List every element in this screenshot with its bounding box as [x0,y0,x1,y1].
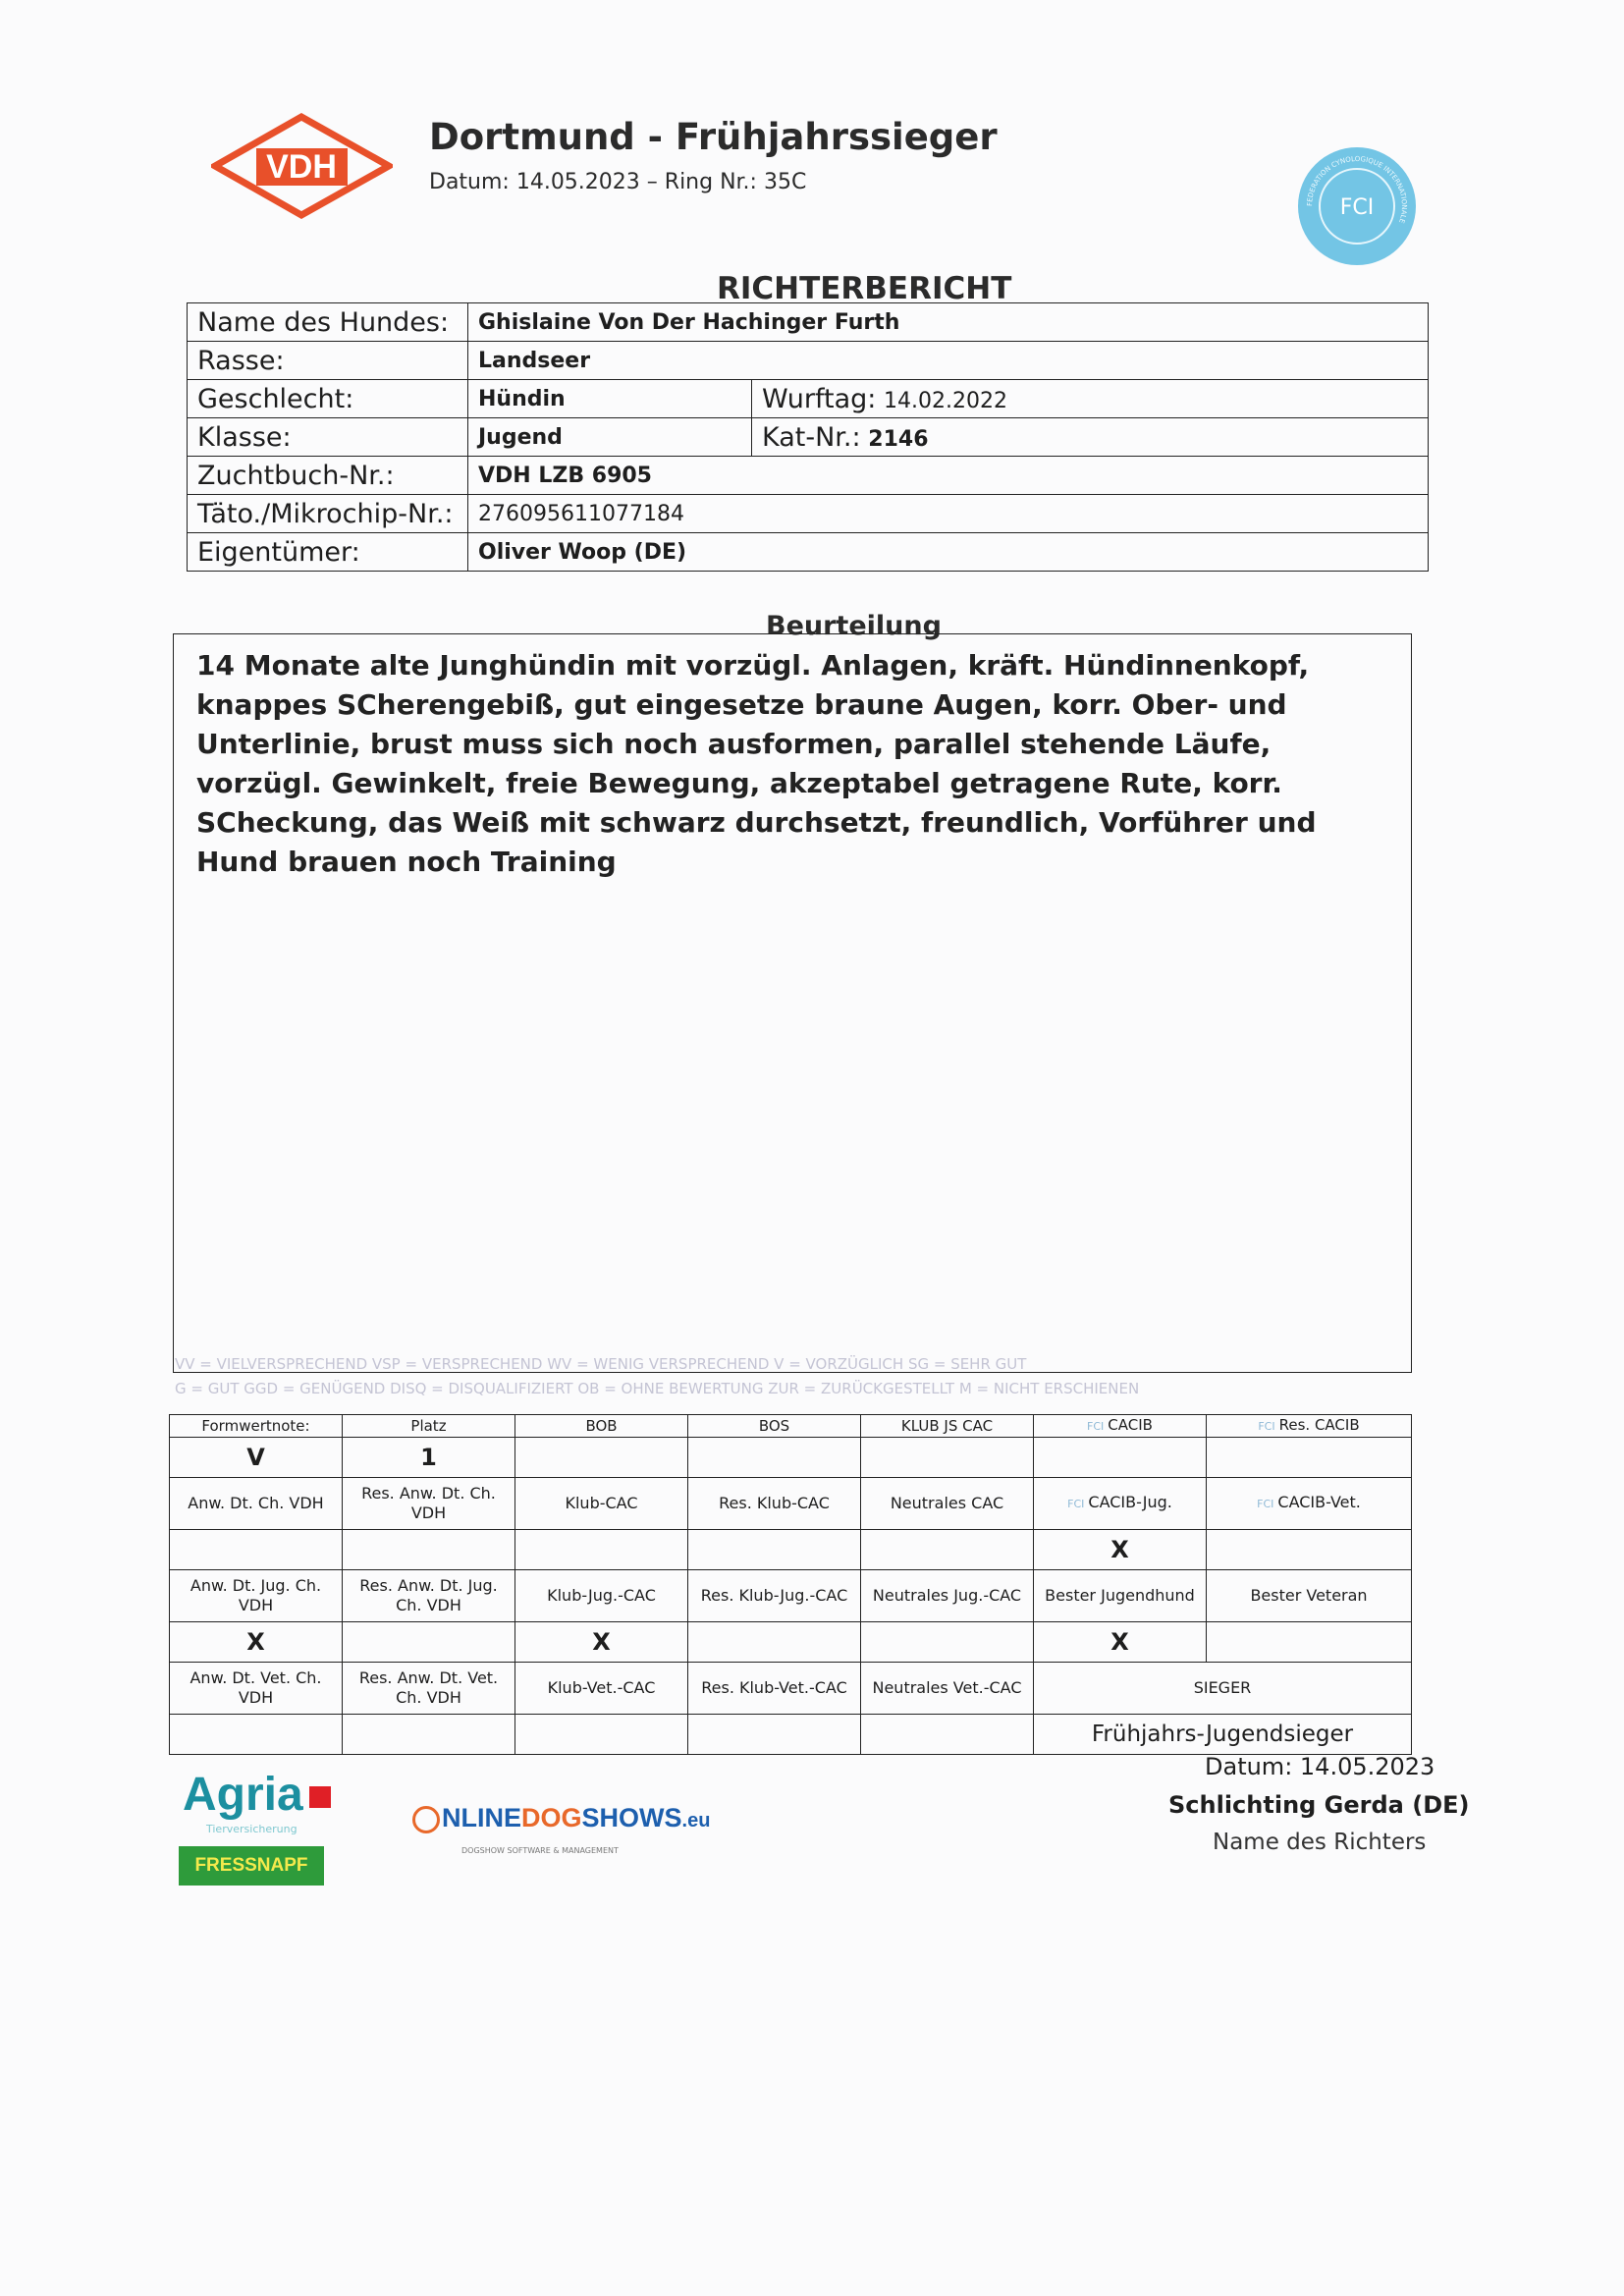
table-row [188,342,1429,380]
agria-square-icon [309,1786,331,1808]
award-mark [343,1622,515,1663]
award-label: Res. Klub-Vet.-CAC [688,1663,861,1715]
table-row [170,1415,1412,1438]
dog-name-value: Ghislaine Von Der Hachinger Furth [468,303,1429,342]
award-label: Anw. Dt. Vet. Ch. VDH [170,1663,343,1715]
empty-cell [688,1438,861,1478]
agria-logo [183,1768,331,1822]
award-mark: X [170,1622,343,1663]
table-row [170,1478,1412,1530]
empty-cell [1034,1438,1207,1478]
agria-tagline: Tierversicherung [206,1823,298,1835]
results-grid [169,1414,1412,1755]
ods-part-2: DOG [521,1803,582,1832]
fci-seal-ring-text: FEDERATION CYNOLOGIQUE INTERNATIONALE [1305,154,1409,225]
sex-label: Geschlecht: [188,380,468,418]
header-cacib [1034,1415,1207,1438]
agria-logo-text: Agria [183,1769,303,1821]
award-label: Bester Veteran [1207,1570,1412,1622]
show-title: Dortmund - Frühjahrssieger [429,116,998,158]
table-row [188,380,1429,418]
chip-value [468,495,1429,533]
award-mark [1207,1530,1412,1570]
table-row [170,1570,1412,1622]
owner-value: Oliver Woop (DE) [468,533,1429,572]
table-row [188,533,1429,572]
grading-legend-line-1: VV = VIELVERSPRECHEND VSP = VERSPRECHEND WV = WENIG VERSPRECHEND V = VORZÜGLICH SG = SEHR GUT [175,1355,1027,1373]
birth-date-cell [752,380,1429,418]
award-mark [515,1530,688,1570]
place-value: 1 [343,1438,515,1478]
header-res-cacib-label: Res. CACIB [1278,1416,1360,1434]
award-label-cacib-jug [1034,1478,1207,1530]
award-mark [861,1530,1034,1570]
fci-seal [1296,145,1418,267]
chip-number: 276095611077184 [478,501,684,526]
sieger-label: SIEGER [1034,1663,1412,1715]
award-mark [170,1530,343,1570]
ods-part-1: NLINE [442,1803,521,1832]
grading-legend-line-2: G = GUT GGD = GENÜGEND DISQ = DISQUALIFIZIERT OB = OHNE BEWERTUNG ZUR = ZURÜCKGESTELLT M = NICHT ERSCHIENEN [175,1380,1140,1397]
studbook-label: Zuchtbuch-Nr.: [188,457,468,495]
dog-info-table [187,302,1429,572]
vdh-logo [211,113,393,219]
judge-name-label: Name des Richters [1213,1830,1427,1855]
header-cacib-label: CACIB [1108,1416,1153,1434]
award-label: Anw. Dt. Jug. Ch. VDH [170,1570,343,1622]
fci-prefix: FCI [1258,1420,1275,1433]
table-row [188,303,1429,342]
table-row [188,418,1429,457]
award-mark [688,1530,861,1570]
award-label: Neutrales CAC [861,1478,1034,1530]
award-label: Neutrales Jug.-CAC [861,1570,1034,1622]
award-label: Res. Anw. Dt. Vet. Ch. VDH [343,1663,515,1715]
empty-cell [861,1438,1034,1478]
fressnapf-logo: FRESSNAPF [179,1846,324,1886]
catalog-value: 2146 [868,426,929,452]
vdh-logo-text: VDH [266,148,337,186]
award-label: Bester Jugendhund [1034,1570,1207,1622]
header-res-cacib [1207,1415,1412,1438]
owner-label: Eigentümer: [188,533,468,572]
award-label: Res. Klub-Jug.-CAC [688,1570,861,1622]
award-label: Anw. Dt. Ch. VDH [170,1478,343,1530]
sex-value: Hündin [468,380,752,418]
empty-cell [688,1715,861,1755]
report-date: Datum: 14.05.2023 [1205,1753,1435,1780]
award-mark [1207,1622,1412,1663]
birth-date-label: Wurftag: [762,383,877,414]
studbook-value: VDH LZB 6905 [468,457,1429,495]
fci-prefix: FCI [1067,1498,1085,1510]
report-title: RICHTERBERICHT [717,271,1012,306]
fci-seal-text: FCI [1339,195,1375,220]
show-date-ring: Datum: 14.05.2023 – Ring Nr.: 35C [429,170,807,194]
breed-label: Rasse: [188,342,468,380]
ods-part-4: .eu [681,1810,711,1831]
ods-part-3: SHOWS [581,1803,682,1832]
empty-cell [1207,1438,1412,1478]
table-row [188,457,1429,495]
table-row [170,1663,1412,1715]
award-mark [861,1622,1034,1663]
evaluation-text: 14 Monate alte Junghündin mit vorzügl. Anlagen, kräft. Hündinnenkopf, knappes SCherengebiß, gut eingesetze braune Augen, korr. Ober- und Unterlinie, brust muss sich noch ausformen, parallel stehende Läufe, vorzügl. Gewinkelt, freie Bewegung, akzeptabel getragene Rute, korr. SCheckung, das Weiß mit schwarz durchsetzt, freundlich, Vorführer und Hund brauen noch Training [196,649,1317,878]
judge-name: Schlichting Gerda (DE) [1168,1791,1470,1819]
fci-prefix: FCI [1257,1498,1274,1510]
empty-cell [515,1715,688,1755]
table-row [170,1715,1412,1755]
award-mark: X [515,1622,688,1663]
class-value: Jugend [468,418,752,457]
grade-value: V [170,1438,343,1478]
empty-cell [515,1438,688,1478]
award-label-cacib-vet [1207,1478,1412,1530]
table-row [170,1530,1412,1570]
fci-prefix: FCI [1087,1420,1105,1433]
award-label: Res. Klub-CAC [688,1478,861,1530]
award-mark: X [1034,1530,1207,1570]
empty-cell [343,1715,515,1755]
onlinedogshows-logo [412,1803,710,1833]
award-label: Neutrales Vet.-CAC [861,1663,1034,1715]
birth-date-value: 14.02.2022 [884,388,1007,413]
paw-circle-icon [412,1806,440,1833]
header-grade: Formwertnote: [170,1415,343,1438]
header-bos: BOS [688,1415,861,1438]
award-label: Klub-CAC [515,1478,688,1530]
award-mark [343,1530,515,1570]
table-row [170,1622,1412,1663]
sieger-value: Frühjahrs-Jugendsieger [1034,1715,1412,1755]
award-label: CACIB-Jug. [1088,1493,1172,1511]
catalog-cell [752,418,1429,457]
empty-cell [861,1715,1034,1755]
empty-cell [170,1715,343,1755]
header-bob: BOB [515,1415,688,1438]
onlinedogshows-tagline: DOGSHOW SOFTWARE & MANAGEMENT [461,1846,619,1855]
award-label: Klub-Jug.-CAC [515,1570,688,1622]
chip-label: Täto./Mikrochip-Nr.: [188,495,468,533]
award-mark: X [1034,1622,1207,1663]
header-place: Platz [343,1415,515,1438]
evaluation-label: Beurteilung [766,611,942,641]
catalog-label: Kat-Nr.: [762,421,861,453]
award-mark [688,1622,861,1663]
table-row [188,495,1429,533]
dog-name-label: Name des Hundes: [188,303,468,342]
class-label: Klasse: [188,418,468,457]
award-label: CACIB-Vet. [1277,1493,1361,1511]
award-label: Klub-Vet.-CAC [515,1663,688,1715]
header-klub-js-cac: KLUB JS CAC [861,1415,1034,1438]
award-label: Res. Anw. Dt. Ch. VDH [343,1478,515,1530]
award-label: Res. Anw. Dt. Jug. Ch. VDH [343,1570,515,1622]
breed-value: Landseer [468,342,1429,380]
table-row [170,1438,1412,1478]
